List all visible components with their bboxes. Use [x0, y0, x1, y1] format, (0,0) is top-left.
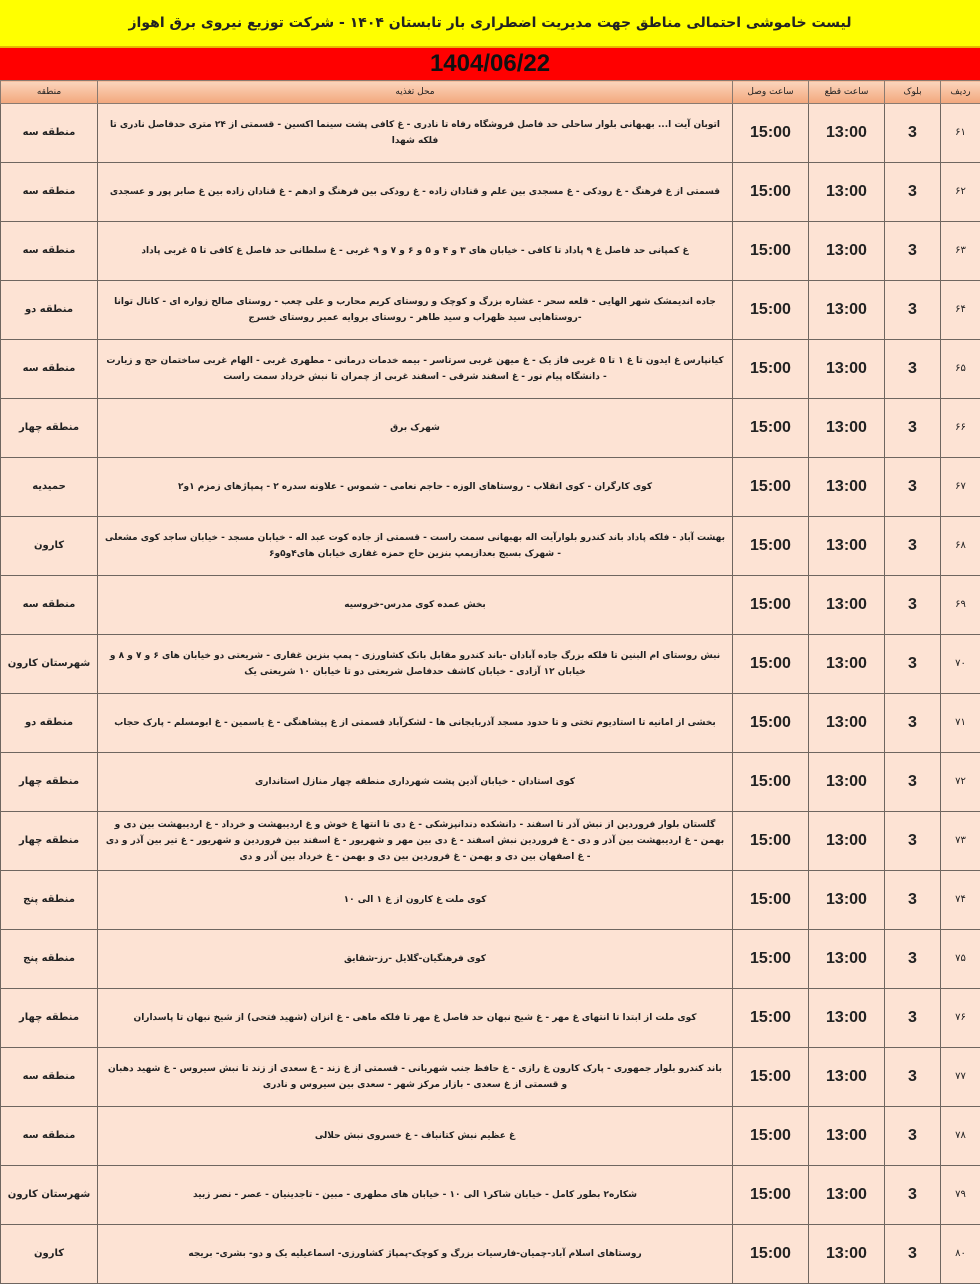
header-connect-time: ساعت وصل: [733, 81, 809, 104]
location-cell: نبش روستای ام البنین تا فلکه بزرگ جاده آبادان -باند کندرو مقابل بانک کشاورزی - پمپ بنزین غفاری - شریعتی دو خیابان های ۶ و ۷ و ۸ و خیابان ۱۲ آزادی - خیابان کاشف حدفاصل شریعتی دو تا خیابان ۱۰ شریعتی یک: [98, 635, 733, 694]
cut-time-cell: 13:00: [809, 1048, 885, 1107]
region-cell: منطقه دو: [1, 281, 98, 340]
cut-time-cell: 13:00: [809, 1225, 885, 1284]
region-cell: منطقه سه: [1, 340, 98, 399]
table-row: [1, 458, 980, 517]
region-cell: منطقه سه: [1, 576, 98, 635]
location-cell: کوی ملت از ابتدا تا انتهای غ مهر - غ شیخ نبهان حد فاصل غ مهر تا فلکه ماهی - غ انزان (شهید فتحی) از شیخ نبهان تا پاسداران: [98, 989, 733, 1048]
table-row: [1, 1107, 980, 1166]
cut-time-cell: 13:00: [809, 458, 885, 517]
header-cut-time: ساعت قطع: [809, 81, 885, 104]
row-number: ۶۶: [941, 399, 980, 458]
cut-time-cell: 13:00: [809, 812, 885, 871]
row-number: ۷۹: [941, 1166, 980, 1225]
region-cell: منطقه پنج: [1, 871, 98, 930]
connect-time-cell: 15:00: [733, 1107, 809, 1166]
region-cell: منطقه سه: [1, 104, 98, 163]
table-row: [1, 871, 980, 930]
table-row: [1, 576, 980, 635]
table-row: [1, 753, 980, 812]
cut-time-cell: 13:00: [809, 281, 885, 340]
location-cell: گلستان بلوار فروردین از نبش آذر تا اسفند - دانشکده دندانپزشکی - غ دی تا انتها غ خوش و غ اردیبهشت و خرداد - غ اردیبهشت بین دی و بهمن - غ اردیبهشت بین آذر و دی - غ فروردین نبش اسفند - غ دی بین مهر و شهریور - غ اسفند بین فروردین و شهریور - غ تیر بین آذر و دی - غ اصفهان بین دی و بهمن - غ فروردین بین دی و بهمن - غ خرداد بین آذر و دی: [98, 812, 733, 871]
block-cell: 3: [885, 399, 941, 458]
table-row: [1, 1225, 980, 1284]
row-number: ۶۹: [941, 576, 980, 635]
connect-time-cell: 15:00: [733, 930, 809, 989]
table-row: [1, 222, 980, 281]
table-row: [1, 163, 980, 222]
region-cell: منطقه چهار: [1, 399, 98, 458]
row-number: ۷۷: [941, 1048, 980, 1107]
region-cell: منطقه دو: [1, 694, 98, 753]
connect-time-cell: 15:00: [733, 340, 809, 399]
cut-time-cell: 13:00: [809, 163, 885, 222]
block-cell: 3: [885, 576, 941, 635]
table-row: [1, 989, 980, 1048]
connect-time-cell: 15:00: [733, 635, 809, 694]
row-number: ۷۲: [941, 753, 980, 812]
block-cell: 3: [885, 163, 941, 222]
region-cell: حمیدیه: [1, 458, 98, 517]
cut-time-cell: 13:00: [809, 694, 885, 753]
row-number: ۷۸: [941, 1107, 980, 1166]
row-number: ۶۷: [941, 458, 980, 517]
block-cell: 3: [885, 340, 941, 399]
table-header-row: [1, 81, 980, 104]
cut-time-cell: 13:00: [809, 222, 885, 281]
schedule-date: 1404/06/22: [0, 48, 980, 80]
location-cell: روستاهای اسلام آباد-چمیان-فارسیات بزرگ و کوچک-پمپاژ کشاورزی- اسماعیلیه یک و دو- بشری- بریجه: [98, 1225, 733, 1284]
connect-time-cell: 15:00: [733, 694, 809, 753]
connect-time-cell: 15:00: [733, 399, 809, 458]
connect-time-cell: 15:00: [733, 576, 809, 635]
location-cell: شهرک برق: [98, 399, 733, 458]
location-cell: بخشی از امانیه تا استادیوم تختی و تا حدود مسجد آذربایجانی ها - لشکرآباد قسمتی از غ پیشاهنگی - غ یاسمین - غ ابومسلم - پارک حجاب: [98, 694, 733, 753]
cut-time-cell: 13:00: [809, 104, 885, 163]
region-cell: منطقه چهار: [1, 753, 98, 812]
cut-time-cell: 13:00: [809, 576, 885, 635]
cut-time-cell: 13:00: [809, 517, 885, 576]
location-cell: کوی کارگران - کوی انقلاب - روستاهای الوزه - حاجم نعامی - شموس - علاونه سدره ۲ - پمپاژهای زمزم ۱و۲: [98, 458, 733, 517]
block-cell: 3: [885, 989, 941, 1048]
connect-time-cell: 15:00: [733, 281, 809, 340]
connect-time-cell: 15:00: [733, 104, 809, 163]
region-cell: منطقه چهار: [1, 812, 98, 871]
cut-time-cell: 13:00: [809, 1166, 885, 1225]
location-cell: بخش عمده کوی مدرس-خروسیه: [98, 576, 733, 635]
table-row: [1, 930, 980, 989]
cut-time-cell: 13:00: [809, 753, 885, 812]
row-number: ۶۳: [941, 222, 980, 281]
region-cell: شهرستان کارون: [1, 635, 98, 694]
cut-time-cell: 13:00: [809, 989, 885, 1048]
header-region: منطقه: [1, 81, 98, 104]
header-location: محل تغذیه: [98, 81, 733, 104]
block-cell: 3: [885, 812, 941, 871]
region-cell: منطقه سه: [1, 163, 98, 222]
connect-time-cell: 15:00: [733, 163, 809, 222]
cut-time-cell: 13:00: [809, 871, 885, 930]
block-cell: 3: [885, 104, 941, 163]
region-cell: منطقه چهار: [1, 989, 98, 1048]
cut-time-cell: 13:00: [809, 399, 885, 458]
row-number: ۷۴: [941, 871, 980, 930]
region-cell: منطقه سه: [1, 1107, 98, 1166]
row-number: ۶۴: [941, 281, 980, 340]
table-row: [1, 517, 980, 576]
connect-time-cell: 15:00: [733, 1225, 809, 1284]
header-row-number: ردیف: [941, 81, 980, 104]
region-cell: کارون: [1, 1225, 98, 1284]
connect-time-cell: 15:00: [733, 222, 809, 281]
table-row: [1, 1048, 980, 1107]
block-cell: 3: [885, 694, 941, 753]
region-cell: منطقه سه: [1, 222, 98, 281]
row-number: ۷۶: [941, 989, 980, 1048]
block-cell: 3: [885, 871, 941, 930]
location-cell: غ کمپانی حد فاصل غ ۹ پاداد تا کافی - خیابان های ۳ و ۴ و ۵ و ۶ و ۷ و ۹ غربی - غ سلطانی حد فاصل غ کافی تا ۵ غربی پاداد: [98, 222, 733, 281]
cut-time-cell: 13:00: [809, 635, 885, 694]
row-number: ۷۳: [941, 812, 980, 871]
location-cell: بهشت آباد - فلکه پاداد باند کندرو بلوارآیت اله بهبهانی سمت راست - قسمتی از جاده کوت عبد اله - خیابان مسجد - خیابان ساجد کوی مشعلی - شهرک بسیج بعدازپمپ بنزین حاج حمزه غفاری خیابان های۴و۵و۶: [98, 517, 733, 576]
row-number: ۷۵: [941, 930, 980, 989]
row-number: ۶۵: [941, 340, 980, 399]
location-cell: باند کندرو بلوار جمهوری - پارک کارون غ رازی - غ حافظ جنب شهربانی - قسمتی از غ زند - غ سعدی از زند تا نبش سیروس - غ شهید دهبان و قسمتی از غ سعدی - بازار مرکز شهر - سعدی بین سیروس و نادری: [98, 1048, 733, 1107]
block-cell: 3: [885, 635, 941, 694]
block-cell: 3: [885, 1107, 941, 1166]
block-cell: 3: [885, 1048, 941, 1107]
cut-time-cell: 13:00: [809, 930, 885, 989]
table-row: [1, 1166, 980, 1225]
location-cell: کوی استادان - خیابان آذین پشت شهرداری منطقه چهار منازل استانداری: [98, 753, 733, 812]
page-title: لیست خاموشی احتمالی مناطق جهت مدیریت اضطراری بار تابستان ۱۴۰۴ - شرکت توزیع نیروی برق اهواز: [0, 0, 980, 48]
region-cell: منطقه سه: [1, 1048, 98, 1107]
region-cell: شهرستان کارون: [1, 1166, 98, 1225]
header-block: بلوک: [885, 81, 941, 104]
location-cell: جاده اندیمشک شهر الهایی - قلعه سحر - عشاره بزرگ و کوچک و روستای کریم محارب و علی چعب - روستای صالح زواره ای - کانال توانا -روستاهایی سید ظهراب و سید طاهر - روستای بروایه عمیر روستای خسرج: [98, 281, 733, 340]
block-cell: 3: [885, 517, 941, 576]
connect-time-cell: 15:00: [733, 989, 809, 1048]
row-number: ۸۰: [941, 1225, 980, 1284]
connect-time-cell: 15:00: [733, 871, 809, 930]
row-number: ۶۱: [941, 104, 980, 163]
table-row: [1, 399, 980, 458]
location-cell: غ عظیم نبش کتانباف - غ خسروی نبش حلالی: [98, 1107, 733, 1166]
block-cell: 3: [885, 458, 941, 517]
block-cell: 3: [885, 222, 941, 281]
connect-time-cell: 15:00: [733, 1048, 809, 1107]
table-row: [1, 340, 980, 399]
outage-table: [0, 80, 980, 1284]
table-row: [1, 694, 980, 753]
cut-time-cell: 13:00: [809, 340, 885, 399]
row-number: ۷۰: [941, 635, 980, 694]
row-number: ۶۲: [941, 163, 980, 222]
block-cell: 3: [885, 930, 941, 989]
location-cell: قسمتی از غ فرهنگ - غ رودکی - غ مسجدی بین علم و قنادان زاده - غ رودکی بین فرهنگ و ادهم - غ قنادان زاده بین غ صابر پور و عسجدی: [98, 163, 733, 222]
connect-time-cell: 15:00: [733, 517, 809, 576]
row-number: ۶۸: [941, 517, 980, 576]
connect-time-cell: 15:00: [733, 812, 809, 871]
block-cell: 3: [885, 281, 941, 340]
location-cell: اتوبان آیت ا... بهبهانی بلوار ساحلی حد فاصل فروشگاه رفاه تا نادری - غ کافی پشت سینما اکسین - قسمتی از ۲۴ متری حدفاصل نادری تا فلکه شهدا: [98, 104, 733, 163]
connect-time-cell: 15:00: [733, 753, 809, 812]
location-cell: کوی ملت غ کارون از غ ۱ الی ۱۰: [98, 871, 733, 930]
table-row: [1, 104, 980, 163]
connect-time-cell: 15:00: [733, 458, 809, 517]
block-cell: 3: [885, 753, 941, 812]
region-cell: منطقه پنج: [1, 930, 98, 989]
location-cell: کیانپارس غ ایدون تا غ ۱ تا ۵ غربی فاز یک - غ میهن غربی سرتاسر - بیمه خدمات درمانی - مطهری غربی - الهام غربی ساختمان حج و زیارت - دانشگاه پیام نور - غ اسفند شرقی - اسفند غربی از چمران تا نبش خرداد سمت راست: [98, 340, 733, 399]
connect-time-cell: 15:00: [733, 1166, 809, 1225]
row-number: ۷۱: [941, 694, 980, 753]
table-row: [1, 812, 980, 871]
table-row: [1, 281, 980, 340]
cut-time-cell: 13:00: [809, 1107, 885, 1166]
region-cell: کارون: [1, 517, 98, 576]
block-cell: 3: [885, 1166, 941, 1225]
location-cell: کوی فرهنگیان-گلایل -رز-شقایق: [98, 930, 733, 989]
location-cell: شکاره۲ بطور کامل - خیابان شاکر۱ الی ۱۰ - خیابان های مطهری - مبین - تاجدینیان - عصر - نصر زبید: [98, 1166, 733, 1225]
table-row: [1, 635, 980, 694]
block-cell: 3: [885, 1225, 941, 1284]
